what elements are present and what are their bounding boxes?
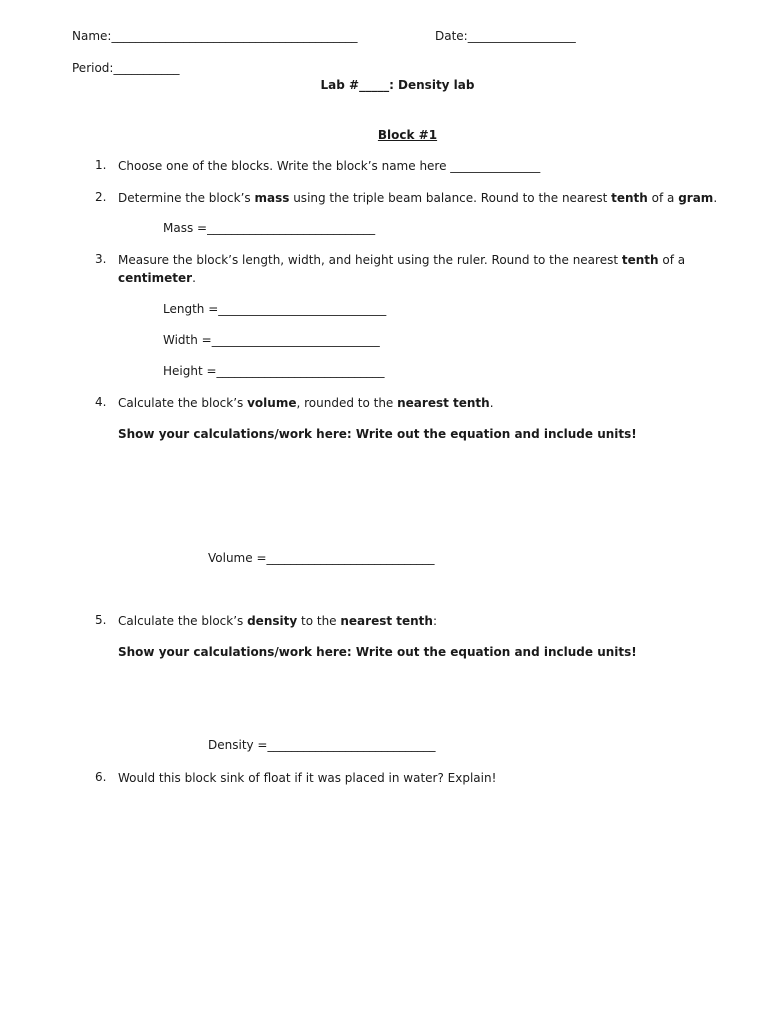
width-answer-line[interactable]: Width =____________________________ (163, 333, 380, 347)
q2-text-part: of a (647, 191, 679, 205)
question-4-number: 4. (95, 395, 107, 409)
question-2-text (118, 189, 717, 207)
length-answer-line[interactable]: Length =____________________________ (163, 302, 387, 316)
q2-text-part: using the triple beam balance. Round to the nearest (289, 191, 612, 205)
mass-answer-line[interactable]: Mass =____________________________ (163, 221, 376, 235)
question-5-text (118, 612, 437, 630)
q5-bold-nearest-tenth: nearest tenth (340, 614, 433, 628)
q4-bold-nearest-tenth: nearest tenth (397, 396, 490, 410)
question-4-text (118, 394, 494, 412)
q5-text-part: to the (297, 614, 341, 628)
q5-text-part: Calculate the block’s (118, 614, 248, 628)
name-blank[interactable]: _________________________________________ (111, 29, 358, 43)
q4-show-work-instruction: Show your calculations/work here: Write out the equation and include units! (118, 427, 637, 441)
block-heading: Block #1 (377, 128, 438, 142)
q4-text-part: , rounded to the (296, 396, 398, 410)
question-5-number: 5. (95, 613, 107, 627)
question-3-text (118, 251, 685, 269)
question-3-text-line2 (118, 269, 196, 287)
q3-text-part: . (192, 271, 196, 285)
question-3-number: 3. (95, 252, 107, 266)
date-field[interactable] (435, 29, 576, 44)
height-answer-line[interactable]: Height =____________________________ (163, 364, 385, 378)
q5-show-work-instruction: Show your calculations/work here: Write out the equation and include units! (118, 645, 637, 659)
date-blank[interactable]: __________________ (467, 29, 576, 43)
q4-text-part: . (489, 396, 494, 410)
q2-bold-gram: gram (678, 191, 714, 205)
q5-bold-density: density (247, 614, 298, 628)
question-6-text: Would this block sink of float if it was placed in water? Explain! (118, 771, 497, 785)
question-1-number: 1. (95, 158, 107, 172)
period-blank[interactable]: ___________ (113, 61, 180, 75)
density-answer-line[interactable]: Density =____________________________ (208, 738, 436, 752)
question-1-text: Choose one of the blocks. Write the block’s name here _______________ (118, 159, 541, 173)
date-label: Date: (435, 29, 468, 43)
q4-bold-volume: volume (247, 396, 297, 410)
period-label: Period: (72, 61, 114, 75)
q3-bold-tenth: tenth (621, 253, 659, 267)
q5-text-part: : (432, 614, 438, 628)
q4-text-part: Calculate the block’s (118, 396, 248, 410)
name-label: Name: (72, 29, 112, 43)
period-field[interactable] (72, 61, 179, 76)
volume-answer-line[interactable]: Volume =____________________________ (208, 551, 435, 565)
q2-bold-mass: mass (254, 191, 290, 205)
name-field[interactable] (72, 29, 357, 44)
q3-bold-centimeter: centimeter (118, 271, 193, 285)
q3-text-part: Measure the block’s length, width, and height using the ruler. Round to the nearest (118, 253, 622, 267)
q2-text-part: . (713, 191, 718, 205)
q2-bold-tenth: tenth (611, 191, 648, 205)
q2-text-part: Determine the block’s (118, 191, 255, 205)
lab-title: Lab #_____: Density lab (320, 78, 475, 92)
question-2-number: 2. (95, 190, 107, 204)
q3-text-part: of a (658, 253, 686, 267)
question-6-number: 6. (95, 770, 107, 784)
